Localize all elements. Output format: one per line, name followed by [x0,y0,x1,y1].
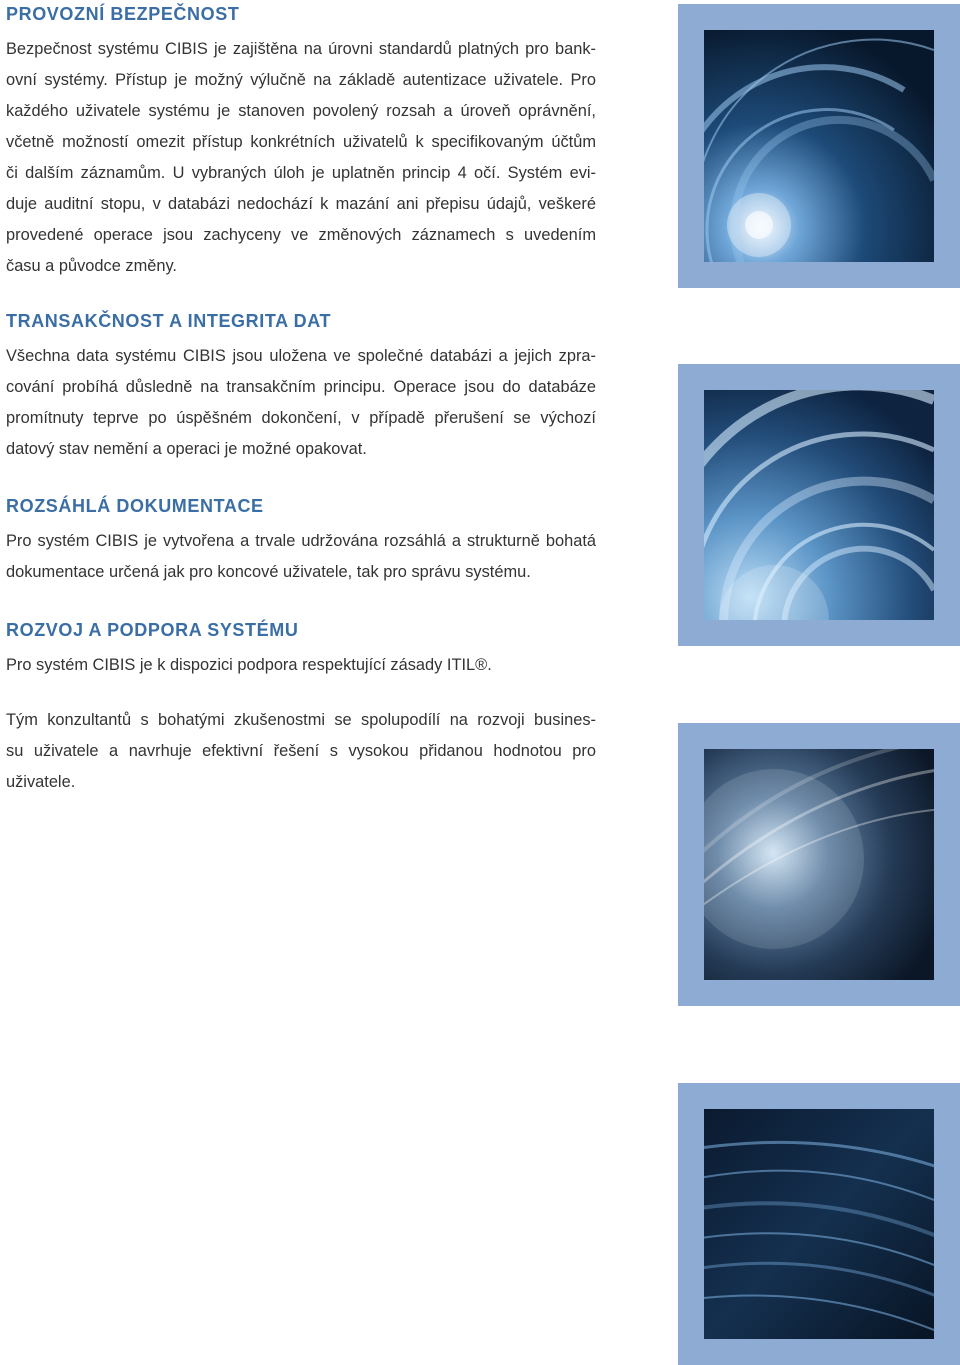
paragraph-line: včetně možností omezit přístup konkrétních uživatelů k specifikovaným účtům [6,133,596,151]
paragraph-line: ovní systémy. Přístup je možný výlučně na základě autentizace uživatele. Pro [6,71,596,89]
decorative-image-frame [678,723,960,1006]
paragraph-line: datový stav nemění a operaci je možné opakovat. [6,440,367,458]
section-paragraph [6,526,596,588]
paragraph-line: Všechna data systému CIBIS jsou uložena ve společné databázi a jejich zpra- [6,347,596,365]
paragraph-line: provedené operace jsou zachyceny ve změnových záznamech s uvedením [6,226,596,244]
section-dokumentace [6,494,596,588]
paragraph-line: duje auditní stopu, v databázi nedochází k mazání ani přepisu údajů, veškeré [6,195,596,213]
paragraph-line: času a původce změny. [6,257,177,275]
paragraph-line: Pro systém CIBIS je vytvořena a trvale udržována rozsáhlá a strukturně bohatá [6,532,596,550]
paragraph-line: cování probíhá důsledně na transakčním principu. Operace jsou do databáze [6,378,596,396]
section-heading: ROZSÁHLÁ DOKUMENTACE [6,496,264,516]
section-transakcnost [6,309,596,465]
section-paragraph [6,650,596,681]
paragraph-line: su uživatele a navrhuje efektivní řešení s vysokou přidanou hodnotou pro [6,742,596,760]
paragraph-line: uživatele. [6,773,76,791]
paragraph-line: promítnuty teprve po úspěšném dokončení, v případě přerušení se výchozí [6,409,596,427]
paragraph-line: dokumentace určená jak pro koncové uživatele, tak pro správu systému. [6,563,531,581]
decorative-image-frame [678,4,960,288]
decorative-image-frame [678,364,960,646]
abstract-tech-image [704,390,934,620]
abstract-tech-image [704,30,934,262]
paragraph-line: Tým konzultantů s bohatými zkušenostmi se spolupodílí na rozvoji busines- [6,711,596,729]
section-heading: TRANSAKČNOST A INTEGRITA DAT [6,311,332,331]
decorative-image-frame [678,1083,960,1365]
paragraph-line: či dalším záznamům. U vybraných úloh je uplatněn princip 4 očí. Systém evi- [6,164,596,182]
paragraph-line: Bezpečnost systému CIBIS je zajištěna na úrovni standardů platných pro bank- [6,40,596,58]
section-rozvoj-podpora [6,618,596,798]
section-paragraph [6,34,596,282]
abstract-tech-image [704,749,934,980]
paragraph-line: každého uživatele systému je stanoven povolený rozsah a úroveň oprávnění, [6,102,596,120]
section-paragraph [6,341,596,465]
section-heading: ROZVOJ A PODPORA SYSTÉMU [6,620,299,640]
abstract-tech-image [704,1109,934,1339]
section-provozni-bezpecnost [6,2,596,282]
section-heading: PROVOZNÍ BEZPEČNOST [6,4,240,24]
paragraph-line: Pro systém CIBIS je k dispozici podpora respektující zásady ITIL®. [6,656,492,674]
section-paragraph-extra [6,705,596,798]
